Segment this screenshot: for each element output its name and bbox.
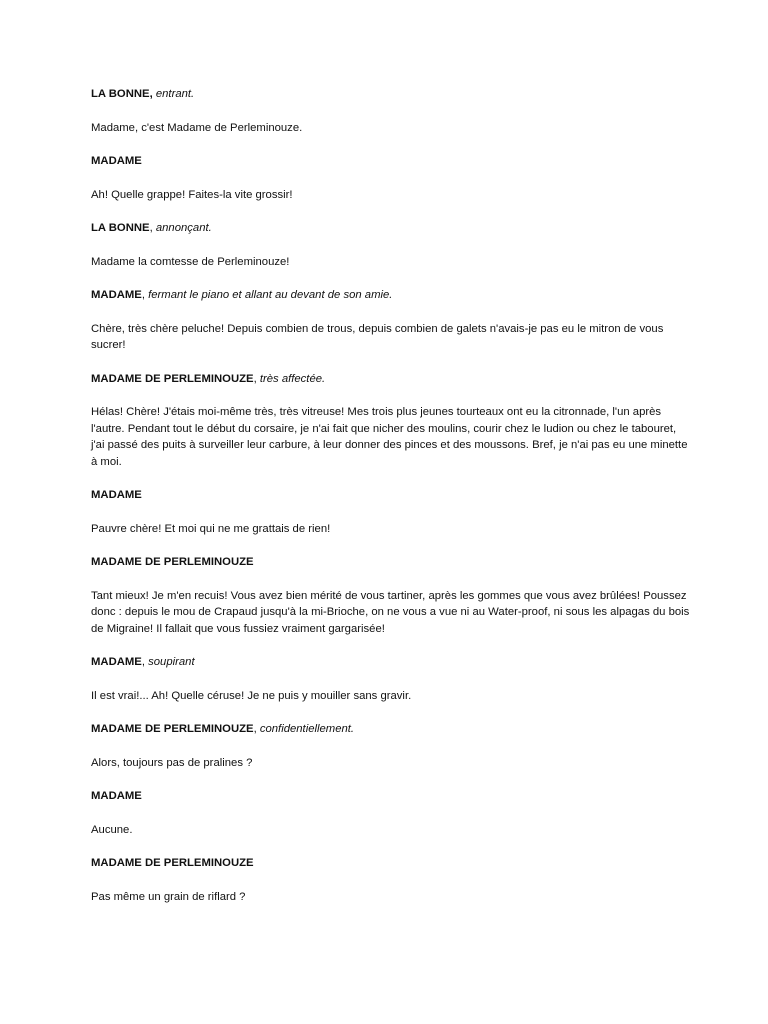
stage-direction: confidentiellement. bbox=[259, 723, 355, 735]
speaker-heading bbox=[91, 654, 691, 671]
dialogue-line: Pas même un grain de riflard ? bbox=[91, 890, 246, 903]
document-page bbox=[91, 86, 691, 922]
speaker-name: MADAME bbox=[91, 656, 142, 668]
dialogue-line: Chère, très chère peluche! Depuis combien de trous, depuis combien de galets n'avais-je pas eu le mitron de vous sucrer! bbox=[91, 322, 664, 351]
speaker-separator: , bbox=[253, 723, 260, 735]
speaker-separator: , bbox=[141, 289, 149, 301]
speaker-name: MADAME DE PERLEMINOUZE bbox=[91, 372, 254, 385]
stage-direction: soupirant bbox=[148, 656, 195, 668]
speaker-separator: , bbox=[141, 656, 149, 668]
stage-direction: très affectée. bbox=[259, 372, 326, 385]
speaker-name: MADAME DE PERLEMINOUZE bbox=[91, 723, 254, 735]
speaker-name: MADAME bbox=[91, 790, 142, 802]
speaker-heading bbox=[91, 554, 691, 571]
dialogue-line: Madame la comtesse de Perleminouze! bbox=[91, 255, 290, 268]
dialogue-line: Aucune. bbox=[91, 823, 133, 836]
stage-direction: annonçant. bbox=[155, 222, 212, 234]
speaker-heading bbox=[91, 487, 691, 504]
dialogue-line: Pauvre chère! Et moi qui ne me grattais de rien! bbox=[91, 522, 331, 535]
speaker-name: MADAME DE PERLEMINOUZE bbox=[91, 556, 254, 568]
dialogue-line: Il est vrai!... Ah! Quelle céruse! Je ne puis y mouiller sans gravir. bbox=[91, 689, 412, 702]
dialogue-line: Ah! Quelle grappe! Faites-la vite grossir! bbox=[91, 188, 293, 201]
speaker-separator: , bbox=[253, 372, 260, 385]
speaker-heading bbox=[91, 287, 691, 304]
dialogue-line: Tant mieux! Je m'en recuis! Vous avez bien mérité de vous tartiner, après les gommes que vous avez brûlées! Poussez donc : depuis le mou de Crapaud jusqu'à la mi-Brioche, on ne vous a vue ni au Water-proof, ni sous les alpagas du bois de Migraine! Il fallait que vous fussiez vraiment gargarisée! bbox=[91, 589, 690, 635]
speaker-name: MADAME bbox=[91, 489, 142, 501]
speaker-heading bbox=[91, 220, 691, 237]
speaker-heading bbox=[91, 855, 691, 872]
stage-direction: entrant. bbox=[155, 88, 195, 100]
dialogue-line: Alors, toujours pas de pralines ? bbox=[91, 756, 253, 769]
speaker-separator: , bbox=[149, 222, 156, 234]
speaker-name: LA BONNE bbox=[91, 222, 150, 234]
speaker-heading bbox=[91, 153, 691, 170]
speaker-heading bbox=[91, 371, 691, 388]
speaker-heading bbox=[91, 86, 691, 103]
stage-direction: fermant le piano et allant au devant de son amie. bbox=[148, 289, 393, 301]
speaker-name: MADAME bbox=[91, 155, 142, 167]
speaker-name: MADAME bbox=[91, 289, 142, 301]
speaker-name: MADAME DE PERLEMINOUZE bbox=[91, 857, 254, 869]
speaker-heading bbox=[91, 788, 691, 805]
speaker-name: LA BONNE, bbox=[91, 88, 153, 100]
speaker-heading bbox=[91, 721, 691, 738]
dialogue-line: Madame, c'est Madame de Perleminouze. bbox=[91, 121, 303, 134]
dialogue-line: Hélas! Chère! J'étais moi-même très, très vitreuse! Mes trois plus jeunes tourteaux ont eu la citronnade, l'un après l'autre. Pendant tout le début du corsaire, je n'ai fait que nicher des moulins, courir chez le ludion ou chez le tabouret, j'ai passé des puits à surveiller leur carbure, à leur donner des pinces et des moussons. Bref, je n'ai pas eu une minette à moi. bbox=[91, 406, 688, 468]
